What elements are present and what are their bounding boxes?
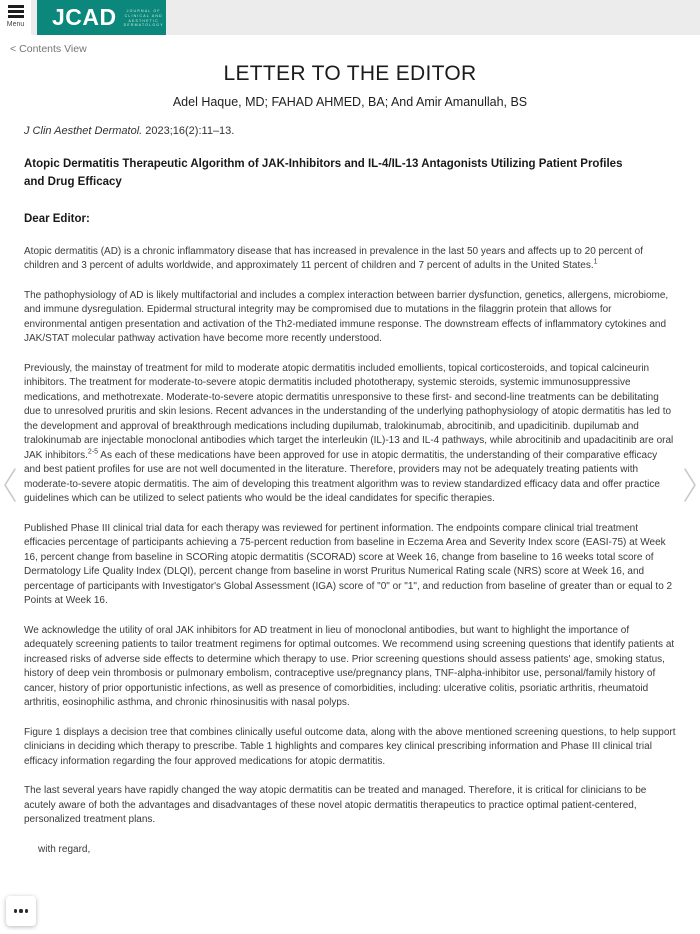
reference-superscript: 2-5 — [87, 448, 99, 456]
paragraph: Published Phase III clinical trial data for each therapy was reviewed for pertinent information. The endpoints compare clinical trial treatment efficacies percentage of participants achieving a 75-percent reduction from baseline in Eczema Area and Severity Index score (EASI-75) at Week 16, percent change from baseline in SCORing atopic dermatitis (SCORAD) score at Week 16, change from baseline to 16 weeks total score of Dermatology Life Quality Index (DLQI), percent change from baseline in worst Pruritus Numerical Rating scale (NRS) score at Week 16, and percentage of participants with Investigator's Global Assessment (IGA) score of "0" or "1", and reduction from baseline of greater than or equal to 2 Points at Week 16. — [24, 522, 673, 607]
previous-page-button[interactable] — [1, 466, 19, 504]
paragraph: Atopic dermatitis (AD) is a chronic inflammatory disease that has increased in prevalence in the last 50 years and affects up to 20 percent of children and 3 percent of adults worldwide, and approximately 11 percent of children and 7 percent of adults in the United States.$^1$ — [24, 245, 644, 272]
reference-superscript: 1 — [593, 258, 598, 266]
jcad-logo-subtext-line: CLINICAL AND — [124, 13, 163, 18]
next-page-button[interactable] — [681, 466, 699, 504]
hamburger-menu-icon — [8, 5, 24, 18]
chevron-left-icon: < — [10, 43, 17, 55]
contents-view-label: Contents View — [19, 43, 87, 55]
paragraph: The last several years have rapidly changed the way atopic dermatitis can be treated and managed. Therefore, it is critical for clinicians to be acutely aware of both the advantages and disadvantages of these novel atopic dermatitis therapeutics to practice optimal patient-centered, personalized treatment plans. — [24, 785, 647, 826]
jcad-logo-subtext-line: AESTHETIC — [128, 18, 159, 23]
contents-view-link[interactable] — [10, 43, 87, 55]
paragraph: Previously, the mainstay of treatment for mild to moderate atopic dermatitis included emollients, topical corticosteroids, and topical calcineurin inhibitors. The treatment for moderate-to-severe atopic dermatitis included phototherapy, systemic steroids, systemic immunosuppressive medications, and methotrexate. Moderate-to-severe atopic dermatitis unresponsive to these first- and second-line treatments can be debilitating due to unresolved pruritis and skin lesions. Recent advances in the understanding of the underlying pathophysiology of atopic dermatitis has led to the development and approval of breakthrough medications including dupilumab, tralokinumab, abrocitinib, and upadicitinib. dupilumab and tralokinumab are injectable monoclonal antibodies which target the interleukin (IL)-13 and IL-4 pathways, while abrocitinib and upadacitinib are oral JAK inhibitors.$^{2-5}$ As each of these medications have been approved for use in atopic dermatitis, the understanding of their comparative efficacy and best patient profiles for use are not well documented in the literature. Therefore, providers may not be adequately treating patients with moderate-to-severe atopic dermatitis. The aim of developing this treatment algorithm was to review standardized efficacy data and offer practice guidelines which can be utilized to select patients who would be the ideal candidates for specific therapies. — [24, 362, 674, 505]
paragraph: Figure 1 displays a decision tree that combines clinically useful outcome data, along with the above mentioned screening questions, to help support clinicians in deciding which therapy to prescribe. Table 1 highlights and compares key clinical prescribing information and Phase III clinical trial efficacy information regarding the four approved medications for atopic dermatitis. — [24, 726, 676, 767]
more-options-button[interactable] — [6, 896, 36, 926]
paragraph: The pathophysiology of AD is likely multifactorial and includes a complex interaction between barrier dysfunction, genetics, allergens, microbiome, and immune dysregulation. Epidermal structural integrity may be compromised due to mutations in the filaggrin protein that allows for environmental antigen presentation and activation of the Th2-mediated immune response. The downstream effects of inflammatory cytokines and JAK/STAT molecular pathway activation have become more recently understood. — [24, 289, 669, 345]
jcad-logo[interactable] — [37, 0, 166, 35]
chevron-right-icon — [682, 466, 698, 504]
authors-line: Adel Haque, MD; FAHAD AHMED, BA; And Amir Amanullah, BS — [172, 95, 528, 109]
salutation: Dear Editor: — [24, 212, 90, 225]
citation-line — [24, 125, 676, 137]
citation-journal: J Clin Aesthet Dermatol. — [24, 125, 143, 137]
article-content — [0, 62, 700, 857]
article-body — [24, 245, 676, 828]
closing-text: with regard, — [38, 843, 91, 855]
jcad-logo-subtext-line: DERMATOLOGY — [123, 23, 164, 28]
jcad-logo-subtext — [124, 9, 164, 27]
citation-details: 2023;16(2):11–13. — [142, 125, 235, 137]
paragraph: We acknowledge the utility of oral JAK inhibitors for AD treatment in lieu of monoclonal antibodies, but want to highlight the importance of adequately screening patients to tailor treatment regimens for optimal outcomes. We recommend using screening questions that identify patients at increased risks of adverse side effects to determine which therapy to use. Prior screening questions should assess patients' age, smoking status, history of deep vein thrombosis or pulmonary embolism, contraceptive use/pregnancy plans, TNF-alpha-inhibitor use, personal/family history of cancer, history of prior opportunistic infections, as well as presence of comorbidities, including: ulcerative colitis, psoriatic arthritis, rheumatoid arthritis, eosinophilic asthma, and chronic rhinosinusitis with nasal polyps. — [24, 624, 675, 709]
jcad-logo-subtext-line: JOURNAL OF — [126, 9, 161, 14]
menu-button[interactable] — [0, 0, 31, 35]
article-heading: Atopic Dermatitis Therapeutic Algorithm of JAK-Inhibitors and IL-4/IL-13 Antagonists Utilizing Patient Profiles and Drug Efficacy — [24, 158, 623, 188]
jcad-logo-text: JCAD — [52, 4, 117, 30]
top-bar — [0, 0, 700, 35]
ellipsis-icon — [14, 909, 29, 912]
menu-button-label: Menu — [6, 20, 25, 28]
chevron-left-icon — [2, 466, 18, 504]
page-title: LETTER TO THE EDITOR — [223, 62, 477, 85]
